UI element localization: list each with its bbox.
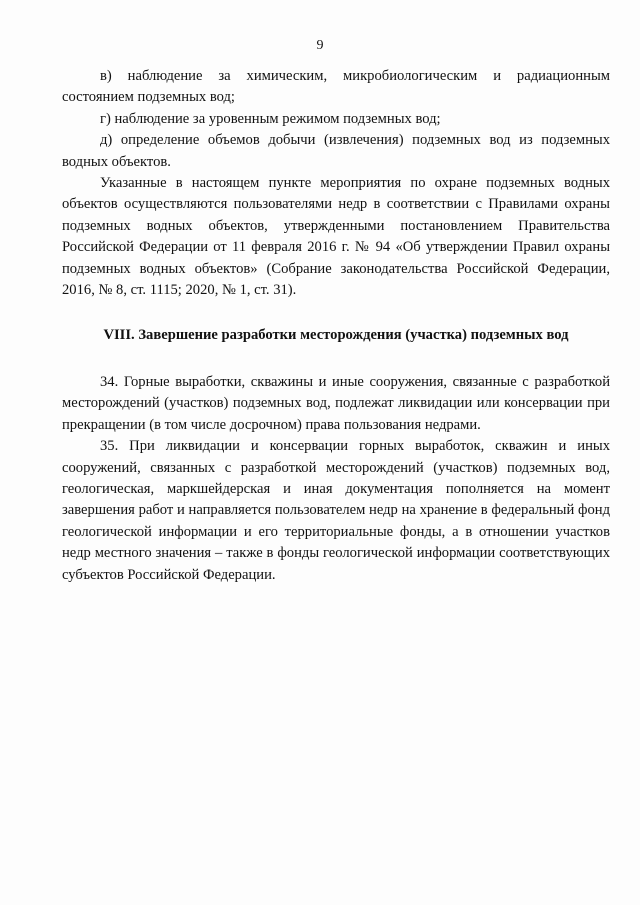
page-number: 9	[316, 38, 324, 53]
paragraph-item-d: д) определение объемов добычи (извлечения) подземных вод из подземных водных объектов.	[62, 132, 610, 170]
section-heading: VIII. Завершение разработки месторождения (участка) подземных вод	[103, 327, 569, 344]
document-body	[62, 66, 610, 586]
paragraph-measures-note: Указанные в настоящем пункте мероприятия по охране подземных водных объектов осуществляются пользователями недр в соответствии с Правилами охраны подземных водных объектов, утвержденными постановлением Правительства Российской Федерации от 11 февраля 2016 г. № 94 «Об утверждении Правил охраны подземных водных объектов» (Собрание законодательства Российской Федерации, 2016, № 8, ст. 1115; 2020, № 1, ст. 31).	[62, 175, 610, 299]
paragraph-item-g: г) наблюдение за уровенным режимом подземных вод;	[100, 110, 441, 127]
paragraph-34: 34. Горные выработки, скважины и иные сооружения, связанные с разработкой месторождений (участков) подземных вод, подлежат ликвидации или консервации при прекращении (в том числе досрочном) права пользования недрами.	[62, 373, 610, 433]
paragraph-35: 35. При ликвидации и консервации горных выработок, скважин и иных сооружений, связанных с разработкой месторождений (участков) подземных вод, геологическая, маркшейдерская и иная документация пополняется на момент завершения работ и направляется пользователем недр на хранение в федеральный фонд геологической информации и его территориальные фонды, а в отношении участков недр местного значения – также в фонды геологической информации соответствующих субъектов Российской Федерации.	[62, 438, 610, 583]
paragraph-item-v: в) наблюдение за химическим, микробиологическим и радиационным состоянием подземных вод;	[62, 68, 610, 106]
